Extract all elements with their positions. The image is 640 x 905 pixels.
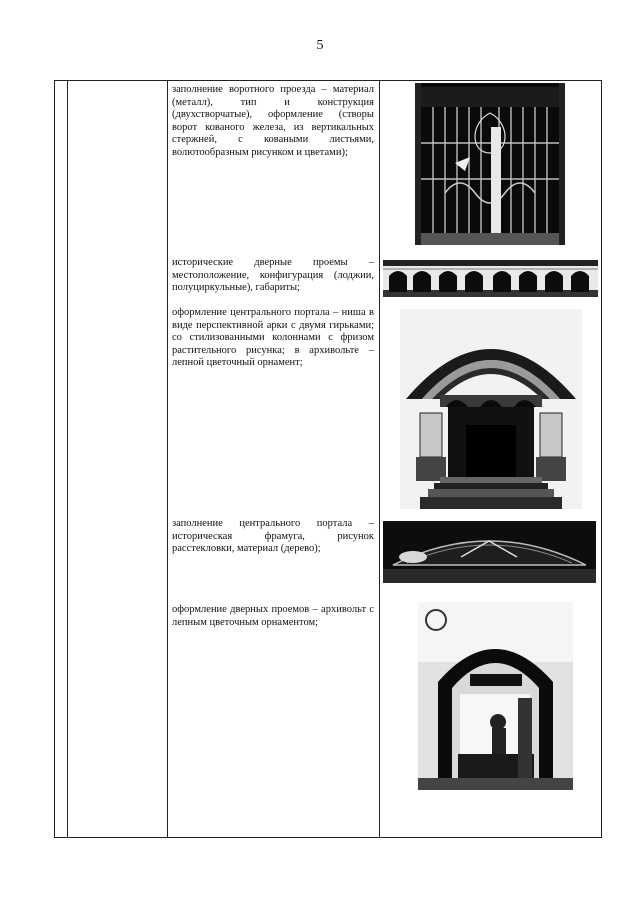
row-2-text: исторические дверные проемы – местоположение, конфигурация (лоджии, полуциркульные), габариты; [172,257,374,294]
wrought-iron-gate-photo [415,83,565,245]
transom-photo [383,521,596,583]
arched-doorway-photo [418,602,573,790]
row-3-text: оформление центрального портала – ниша в виде перспективной арки с двумя гирьками; со стилизованными колоннами с фризом растительного рисунка; в архивольте – лепной цветочный орнамент; [172,307,374,369]
facade-arcade-photo [383,260,598,297]
page-number: 5 [316,38,324,53]
row-5-text: оформление дверных проемов – архивольт с лепным цветочным орнаментом; [172,604,374,628]
row-4-text: заполнение центрального портала – историческая фрамуга, рисунок расстекловки, материал (дерево); [172,518,374,555]
column-divider [379,81,380,837]
central-portal-photo [400,309,582,509]
row-1-text: заполнение воротного проезда – материал (металл), тип и конструкция (двухстворчатые), оформление (створы ворот кованого железа, из вертикальных стержней, с коваными листьями, волютообразным рисунком и цветами); [172,84,374,158]
column-divider [67,81,68,837]
column-divider [167,81,168,837]
